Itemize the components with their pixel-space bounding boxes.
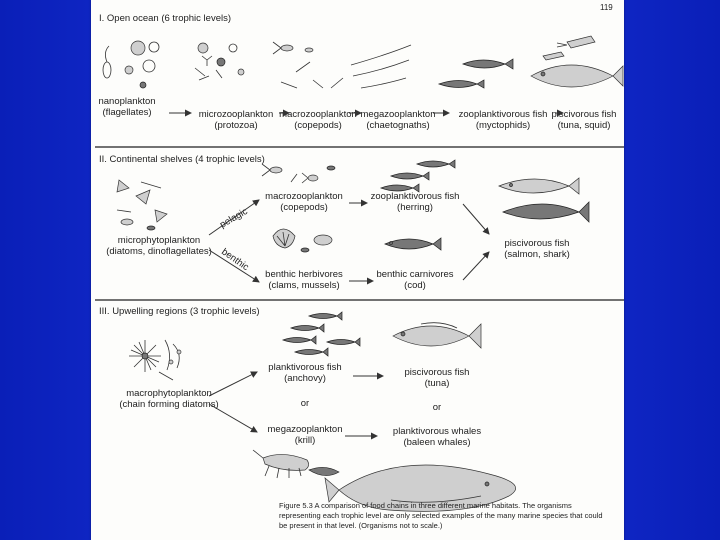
level-example: (clams, mussels) <box>268 280 340 291</box>
or-label: or <box>300 398 310 409</box>
level-example: (chaetognaths) <box>366 120 430 131</box>
level-example: (copepods) <box>280 202 328 213</box>
level-label: megazooplankton <box>267 424 343 435</box>
level-label: macrozooplankton <box>279 109 357 120</box>
page-number: 119 <box>600 3 613 12</box>
level-label: megazooplankton <box>360 109 436 120</box>
herring-icon <box>381 160 455 192</box>
level-example: (copepods) <box>294 120 342 131</box>
or-label: or <box>432 402 442 413</box>
level-example: (myctophids) <box>475 120 531 131</box>
section-1-heading: I. Open ocean (6 trophic levels) <box>99 13 232 24</box>
copepods-icon <box>262 164 335 183</box>
level-example: (krill) <box>294 435 316 446</box>
level-label: zooplanktivorous fish <box>458 109 548 120</box>
section-2-heading: II. Continental shelves (4 trophic levels) <box>99 154 265 165</box>
myctophid-fish-icon <box>439 59 513 88</box>
clams-mussels-icon <box>273 229 332 252</box>
level-label: microphytoplankton <box>117 235 201 246</box>
tuna-squid-icon <box>531 36 623 87</box>
caption-line: Figure 5.3 A comparison of food chains in three different marine habitats. The organisms <box>279 501 572 510</box>
textbook-page <box>91 0 624 540</box>
caption-line: representing each trophic level are only selected examples of the many marine species that could <box>279 511 603 520</box>
level-label: planktivorous whales <box>392 426 482 437</box>
flagellates-icon <box>103 41 159 88</box>
level-label: zooplanktivorous fish <box>370 191 460 202</box>
level-label: piscivorous fish <box>504 238 570 249</box>
salmon-shark-icon <box>499 178 589 222</box>
cod-icon <box>385 238 441 250</box>
level-label: macrophytoplankton <box>126 388 212 399</box>
level-label: macrozooplankton <box>265 191 343 202</box>
branch-label-pelagic: pelagic <box>218 206 250 231</box>
level-label: benthic carnivores <box>376 269 454 280</box>
branch-label-benthic: benthic <box>219 246 251 274</box>
level-example: (baleen whales) <box>403 437 471 448</box>
krill-icon <box>253 450 339 478</box>
level-example: (flagellates) <box>102 107 152 118</box>
level-label: nanoplankton <box>98 96 156 107</box>
level-example: (protozoa) <box>214 120 258 131</box>
anchovy-icon <box>283 312 360 356</box>
level-example: (chain forming diatoms) <box>119 399 219 410</box>
chain-diatoms-icon <box>129 340 181 380</box>
tuna-icon <box>393 323 481 348</box>
copepods-icon <box>273 42 343 88</box>
level-example: (diatoms, dinoflagellates) <box>106 246 212 257</box>
diatoms-icon <box>117 180 167 230</box>
figure-caption <box>279 501 603 530</box>
chaetognaths-icon <box>351 45 411 88</box>
level-label: benthic herbivores <box>265 269 343 280</box>
level-label: piscivorous fish <box>404 367 470 378</box>
food-chain-figure <box>91 0 624 540</box>
protozoa-icon <box>195 43 244 80</box>
level-example: (herring) <box>397 202 433 213</box>
level-label: microzooplankton <box>198 109 274 120</box>
level-example: (anchovy) <box>284 373 326 384</box>
level-example: (cod) <box>404 280 426 291</box>
level-label: piscivorous fish <box>551 109 617 120</box>
section-3-heading: III. Upwelling regions (3 trophic levels) <box>99 306 260 317</box>
level-example: (tuna, squid) <box>557 120 611 131</box>
level-example: (salmon, shark) <box>504 249 570 260</box>
caption-line: be present in that level. (Organisms not to scale.) <box>279 521 443 530</box>
level-label: planktivorous fish <box>268 362 342 373</box>
level-example: (tuna) <box>424 378 450 389</box>
